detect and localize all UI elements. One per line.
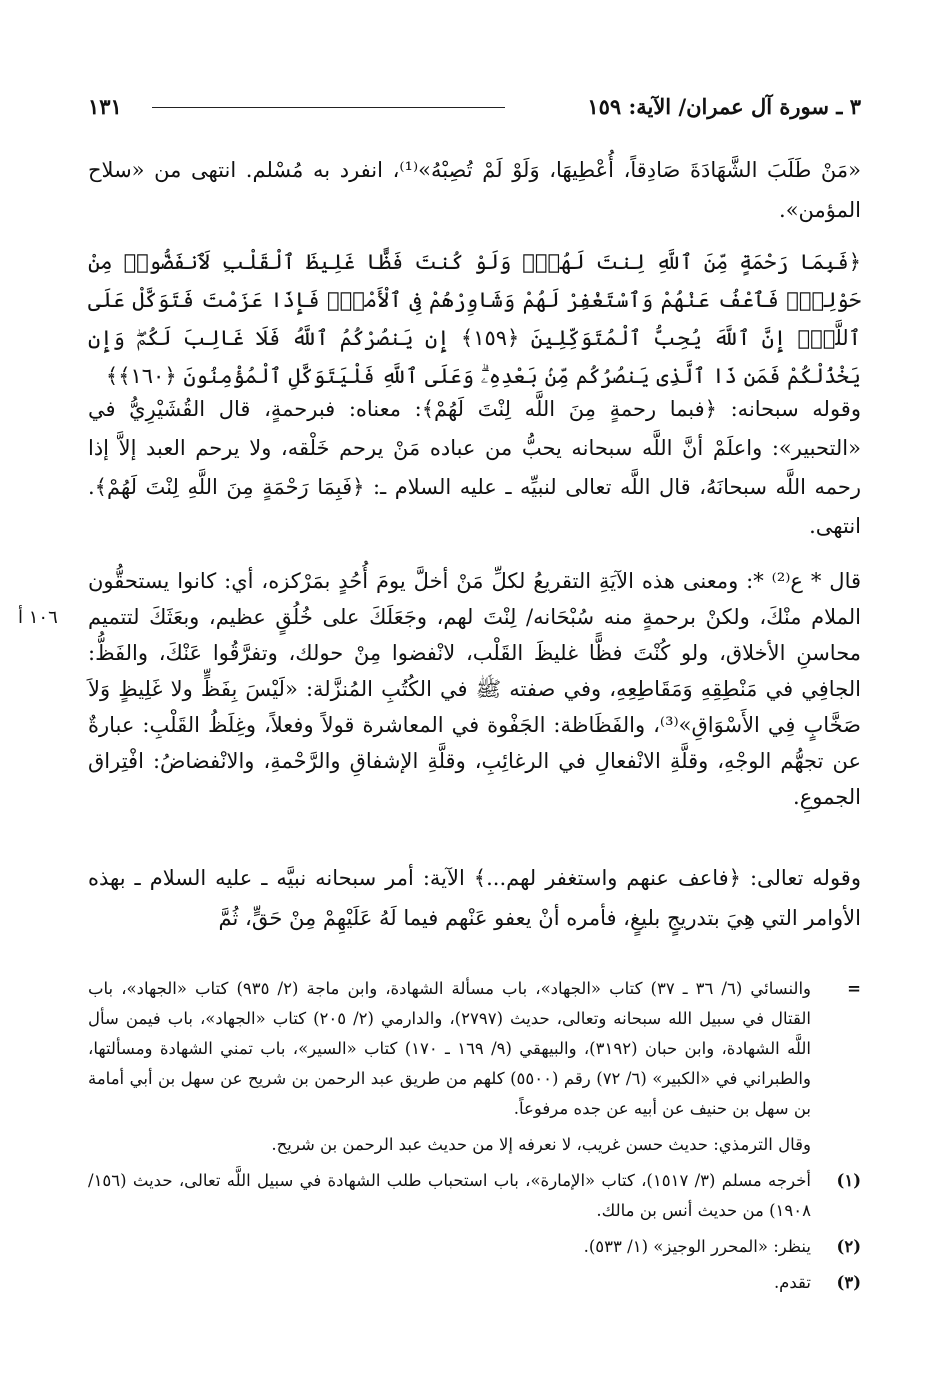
page-header — [88, 94, 861, 128]
footnotes-section — [88, 974, 861, 1304]
footnote-continuation — [88, 974, 861, 1124]
footnote-continuation-2 — [88, 1130, 861, 1160]
footnote-1 — [88, 1166, 861, 1226]
footnote-text: والنسائي (٦/ ٣٦ ـ ٣٧) كتاب «الجهاد»، باب مسألة الشهادة، وابن ماجة (٢/ ٩٣٥) كتاب «الجهاد»، باب القتال في سبيل الله سبحانه وتعالى، حديث (٢٧٩٧)، والدارمي (٢/ ٢٠٥) كتاب «الجهاد»، باب فيمن سأل اللَّه الشهادة، وابن حبان (٣١٩٢)، والبيهقي (٩/ ١٦٩ ـ ١٧٠) كتاب «السير»، باب تمني الشهادة ومسألتها، والطبراني في «الكبير» (٦/ ٧٢) رقم (٥٥٠٠) كلهم من طريق عبد الرحمن بن شريح عن سهل بن أبي أمامة بن سهل بن حنيف عن أبيه عن جده مرفوعاً. — [88, 979, 811, 1118]
footnote-mark: = — [847, 979, 861, 998]
footnote-text: وقال الترمذي: حديث حسن غريب، لا نعرفه إلا من حديث عبد الرحمن بن شريح. — [271, 1135, 811, 1154]
margin-folio-note: ١٠٦ أ — [18, 607, 58, 628]
page-number: ١٣١ — [88, 94, 122, 119]
header-title: ٣ ـ سورة آل عمران/ الآية: ١٥٩ — [587, 94, 861, 119]
paragraph-commentary-3: وقوله تعالى: ﴿فاعف عنهم واستغفر لهم...﴾ الآية: أمر سبحانه نبيَّه ـ عليه السلام ـ بهذه الأوامر التي هِيَ بتدريجٍ بليغٍ، فأمره أنْ يعفو عَنْهم فيما لَهُ عَلَيْهِمْ مِنْ حَقٍّ، ثُمَّ — [88, 866, 861, 930]
paragraph-commentary-2: قال * ع⁽²⁾ *: ومعنى هذه الآيَةِ التقريعُ لكلِّ مَنْ أخلَّ يومَ أُحُدٍ بمَرْكزه، أي: كانوا يستحقُّون الملام منْكَ، ولكنْ برحمةٍ منه سُبْحَانه/ لِنْتَ لهم، وجَعَلَكَ على خُلُقٍ عظيم، وبعَثَكَ لتتميم محاسنِ الأخلاق، ولو كُنْتَ فظًّا غليظَ القَلْب، لانْفضوا مِنْ حولك، وتفرَّقُوا عَنْكَ، والفَظُّ: الجافِي في مَنْطِقِهِ وَمَقَاطِعِهِ، وفي صفته ﷺ في الكُتُبِ المُنزَّلة: «لَيْسَ بِفَظٍّ ولا غَلِيظٍ وَلاَ صَخَّابٍ فِي الأَسْوَاقِ»⁽³⁾، والفَظَاظة: الجَفْوة في المعاشرة قولاً وفعلاً، وغِلَظُ القَلْبِ: عبارةٌ عن تجهُّم الوجْهِ، وقلَّةِ الانْفعالِ في الرغائِبِ، وقلَّةِ الإشفاقِ والرَّحْمةِ، والانْفضاضُ: افْتِراق الجموعِ. — [88, 569, 862, 809]
footnote-mark: (٣) — [836, 1273, 861, 1292]
quran-verses: ﴿فَبِمَا رَحْمَةٍ مِّنَ ٱللَّهِ لِنتَ لَهُمْۖ وَلَوْ كُنتَ فَظًّا غَلِيظَ ٱلْقَلْبِ لَٱنفَضُّوا۟ مِنْ حَوْلِكَۖ فَٱعْفُ عَنْهُمْ وَٱسْتَغْفِرْ لَهُمْ وَشَاوِرْهُمْ فِى ٱلْأَمْرِۖ فَإِذَا عَزَمْتَ فَتَوَكَّلْ عَلَى ٱللَّهِۚ إِنَّ ٱللَّهَ يُحِبُّ ٱلْمُتَوَكِّلِينَ ﴿١٥٩﴾ إِن يَنصُرْكُمُ ٱللَّهُ فَلَا غَالِبَ لَكُمْۖ وَإِن يَخْذُلْكُمْ فَمَن ذَا ٱلَّذِى يَنصُرُكُم مِّنۢ بَعْدِهِۦۗ وَعَلَى ٱللَّهِ فَلْيَتَوَكَّلِ ٱلْمُؤْمِنُونَ ﴿١٦٠﴾﴾ — [88, 250, 861, 388]
header-rule — [152, 107, 505, 108]
footnote-2 — [88, 1232, 861, 1262]
paragraph-hadith: «مَنْ طَلَبَ الشَّهَادَةَ صَادِقاً، أُعْطِيهَا، وَلَوْ لَمْ تُصِبْهُ»⁽¹⁾، انفرد به مُسْلم. انتهى من «سلاح المؤمن». — [88, 158, 861, 222]
footnote-text: أخرجه مسلم (٣/ ١٥١٧)، كتاب «الإمارة»، باب استحباب طلب الشهادة في سبيل اللَّه تعالى، حديث (١٥٦/ ١٩٠٨) من حديث أنس بن مالك. — [88, 1171, 811, 1220]
footnote-mark: (١) — [836, 1171, 861, 1190]
paragraph-commentary-1: وقوله سبحانه: ﴿فبما رحمةٍ مِنَ اللَّه لِنْتَ لَهُمْ﴾: معناه: فبرحمةٍ، قال القُشَيْرِيُّ في «التحبير»: واعلَمْ أنَّ اللَّه سبحانه يحبُّ من عباده مَنْ يرحم خَلْقه، ولا يرحم العبد إلاَّ إذا رحمه اللَّه سبحانَهُ، قال اللَّه تعالى لنبيِّه ـ عليه السلام ـ: ﴿فَبِمَا رَحْمَةٍ مِنَ اللَّهِ لِنْتَ لَهُمْ﴾. انتهى. — [88, 397, 861, 538]
footnote-text: تقدم. — [773, 1273, 811, 1292]
footnote-3 — [88, 1268, 861, 1298]
footnote-text: ينظر: «المحرر الوجيز» (١/ ٥٣٣). — [583, 1237, 811, 1256]
footnote-mark: (٢) — [836, 1237, 861, 1256]
